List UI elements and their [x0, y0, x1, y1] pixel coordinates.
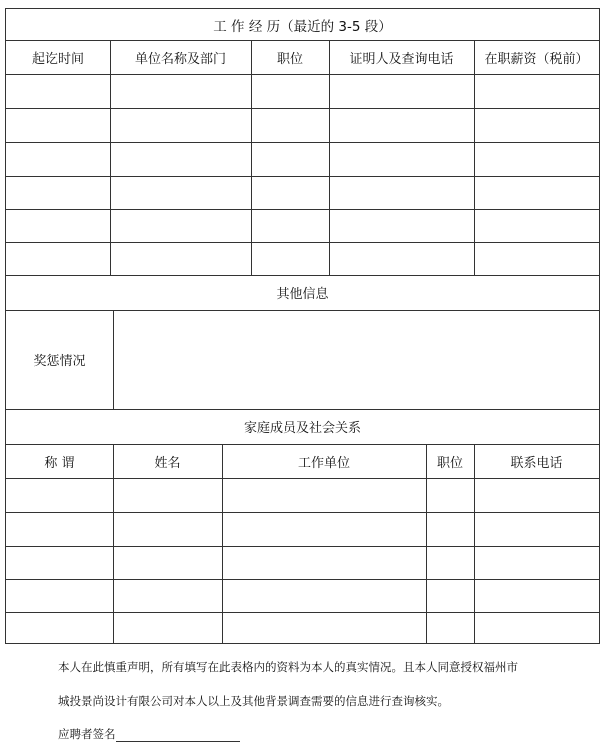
family-row[interactable]: [6, 612, 599, 643]
work-row[interactable]: [6, 108, 599, 142]
family-title: 家庭成员及社会关系: [243, 421, 361, 436]
work-row[interactable]: [6, 74, 599, 108]
work-header-employer: 单位名称及部门: [134, 51, 226, 67]
signature-field[interactable]: [116, 729, 240, 742]
declaration-line-2: 城投景尚设计有限公司对本人以上及其他背景调查需要的信息进行查询核实。: [58, 694, 449, 708]
work-row[interactable]: [6, 142, 599, 176]
other-info-title: 其他信息: [276, 287, 329, 302]
signature-row: [58, 726, 240, 742]
awards-label: 奖惩情况: [33, 354, 86, 369]
family-header-employer: 工作单位: [297, 455, 350, 471]
work-row[interactable]: [6, 209, 599, 242]
declaration-line-1: 本人在此慎重声明，所有填写在此表格内的资料为本人的真实情况。且本人同意授权福州市: [58, 660, 518, 674]
family-header-phone: 联系电话: [510, 455, 563, 471]
family-header-name: 姓名: [154, 455, 181, 471]
work-row[interactable]: [6, 176, 599, 209]
application-form-table: [5, 8, 600, 644]
family-row[interactable]: [6, 478, 599, 512]
work-history-title: 工 作 经 历（最近的 3-5 段）: [213, 18, 392, 35]
family-row[interactable]: [6, 512, 599, 546]
family-row[interactable]: [6, 546, 599, 579]
signature-label: 应聘者签名: [58, 727, 116, 741]
work-header-position: 职位: [276, 51, 303, 67]
family-header-relation: 称 谓: [44, 455, 75, 471]
family-row[interactable]: [6, 579, 599, 612]
awards-value[interactable]: [114, 310, 599, 409]
work-header-period: 起讫时间: [31, 51, 84, 67]
work-header-referee: 证明人及查询电话: [349, 51, 454, 67]
work-header-salary: 在职薪资（税前）: [484, 51, 589, 67]
work-row[interactable]: [6, 242, 599, 275]
family-header-position: 职位: [436, 455, 463, 471]
